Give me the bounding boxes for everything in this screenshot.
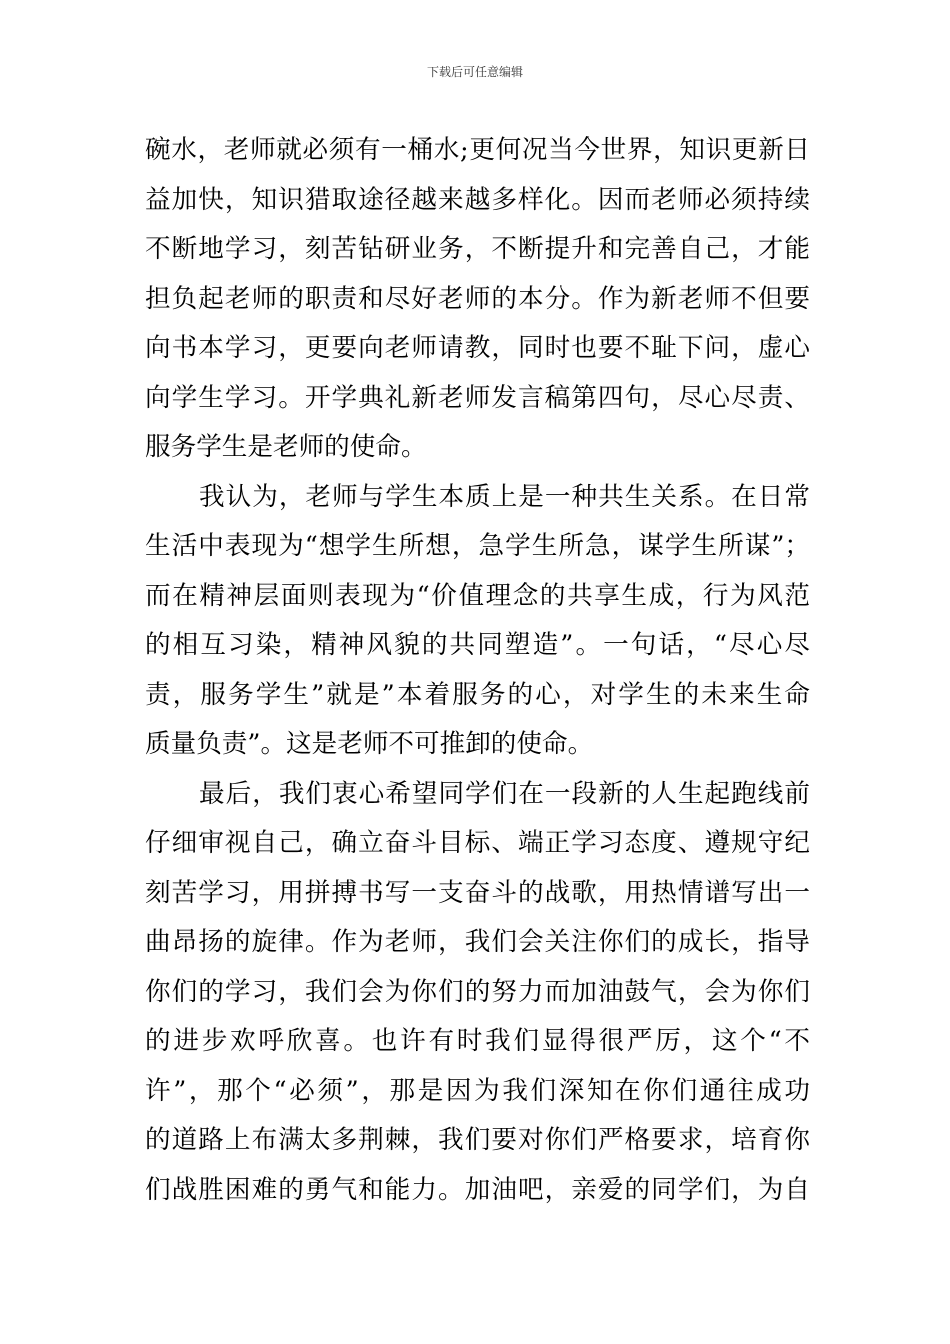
- text-line: 而在精神层面则表现为“价值理念的共享生成，行为风范: [145, 580, 810, 611]
- page-header: 下载后可任意编辑: [426, 65, 523, 79]
- body-text: [145, 126, 810, 1215]
- text-line: 责，服务学生”就是”本着服务的心，对学生的未来生命: [145, 679, 810, 710]
- text-line: 的进步欢呼欣喜。也许有时我们显得很严厉，这个“不: [145, 1026, 810, 1056]
- text-line: 仔细审视自己，确立奋斗目标、端正学习态度、遵规守纪: [145, 828, 810, 858]
- text-line: 的相互习染，精神风貌的共同塑造”。一句话，“尽心尽: [145, 630, 810, 660]
- text-line: 最后，我们衷心希望同学们在一段新的人生起跑线前: [199, 778, 810, 809]
- text-line: 你们的学习，我们会为你们的努力而加油鼓气，会为你们: [145, 976, 810, 1007]
- text-line: 的道路上布满太多荆棘，我们要对你们严格要求，培育你: [145, 1125, 810, 1155]
- text-line: 刻苦学习，用拼搏书写一支奋斗的战歌，用热情谱写出一: [145, 877, 810, 908]
- text-line: 质量负责”。这是老师不可推卸的使命。: [145, 729, 594, 759]
- text-line: 担负起老师的职责和尽好老师的本分。作为新老师不但要: [145, 283, 810, 314]
- text-line: 益加快，知识猎取途径越来越多样化。因而老师必须持续: [145, 184, 810, 215]
- text-line: 向学生学习。开学典礼新老师发言稿第四句，尽心尽责、: [145, 382, 810, 413]
- text-line: 曲昂扬的旋律。作为老师，我们会关注你们的成长，指导: [145, 927, 810, 957]
- text-line: 碗水，老师就必须有一桶水;更何况当今世界，知识更新日: [145, 135, 810, 165]
- text-line: 生活中表现为“想学生所想，急学生所急，谋学生所谋”；: [145, 531, 810, 561]
- text-line: 不断地学习，刻苦钻研业务，不断提升和完善自己，才能: [145, 234, 810, 264]
- text-line: 们战胜困难的勇气和能力。加油吧，亲爱的同学们，为自: [145, 1174, 810, 1205]
- text-line: 向书本学习，更要向老师请教，同时也要不耻下问，虚心: [145, 333, 810, 363]
- text-line: 我认为，老师与学生本质上是一种共生关系。在日常: [199, 481, 810, 512]
- text-line: 许”，那个“必须”，那是因为我们深知在你们通往成功: [145, 1075, 810, 1106]
- text-line: 服务学生是老师的使命。: [145, 432, 427, 462]
